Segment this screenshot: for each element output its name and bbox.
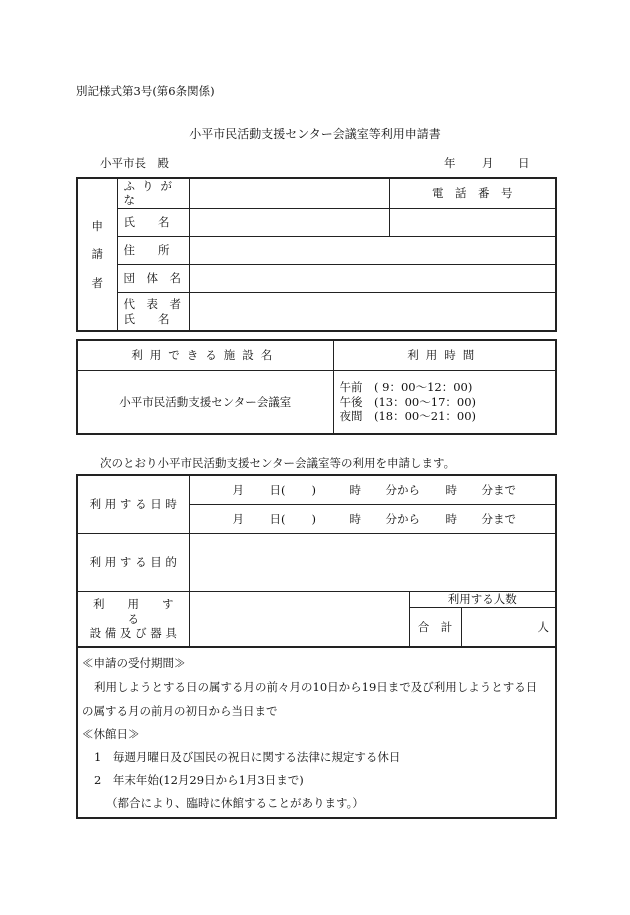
reception-line-1: 利用しようとする日の属する月の前々月の10日から19日まで及び利用しようとする日	[94, 680, 538, 694]
applicant-char-2: 請	[91, 247, 103, 262]
dt2-hour-from: 時	[349, 511, 361, 526]
phone-field[interactable]	[389, 208, 556, 236]
datetime-row-1[interactable]	[189, 475, 556, 504]
time-morning: 午前 ( 9：00～12：00)	[339, 380, 473, 395]
datetime-label: 利 用 す る 日 時	[77, 475, 189, 533]
usage-table	[76, 474, 557, 648]
name-field[interactable]	[189, 208, 389, 236]
date-month-label: 月	[482, 156, 494, 170]
date-year-label: 年	[444, 156, 456, 170]
form-title: 小平市民活動支援センター会議室等利用申請書	[189, 127, 441, 141]
applicant-char-3: 者	[91, 275, 103, 290]
closed-days-note: （都合により、臨時に休館することがあります。）	[106, 796, 364, 810]
applicant-char-1: 申	[91, 219, 103, 234]
facility-name-header: 利用できる施設名	[77, 340, 333, 370]
reception-header: ≪申請の受付期間≫	[82, 656, 186, 670]
dt1-day: 日(	[269, 483, 286, 497]
total-label: 合 計	[409, 607, 461, 647]
closed-days-item-1: 1 毎週月曜日及び国民の祝日に関する法律に規定する休日	[94, 750, 401, 764]
people-unit: 人	[537, 619, 549, 634]
group-name-label: 団 体 名	[117, 264, 189, 292]
dt2-min-to: 分まで	[481, 511, 516, 526]
addressee: 小平市長 殿	[100, 156, 169, 170]
form-number: 別記様式第3号(第6条関係)	[76, 84, 215, 98]
dt1-min-from: 分から	[385, 483, 420, 497]
time-evening: 夜間 (18：00～21：00)	[339, 408, 477, 423]
dt2-min-from: 分から	[385, 511, 420, 526]
representative-label-line-1: 代 表 者	[123, 297, 181, 312]
time-afternoon: 午後 (13：00～17：00)	[339, 394, 477, 409]
people-count-field[interactable]	[461, 607, 556, 647]
representative-name-field[interactable]	[189, 292, 556, 331]
applicant-table	[76, 177, 557, 332]
datetime-row-2[interactable]	[189, 504, 556, 533]
dt1-min-to: 分まで	[481, 483, 516, 497]
purpose-field[interactable]	[189, 533, 556, 591]
people-count-header: 利用する人数	[409, 591, 556, 607]
request-sentence: 次のとおり小平市民活動支援センター会議室等の利用を申請します。	[100, 456, 456, 470]
applicant-section-label	[77, 178, 117, 331]
representative-label-line-2: 氏 名	[123, 311, 170, 326]
group-name-field[interactable]	[189, 264, 556, 292]
equipment-field[interactable]	[189, 591, 409, 647]
dt1-month: 月	[232, 483, 244, 497]
equipment-label-line-2: 設 備 及 び 器 具	[89, 625, 177, 640]
equipment-label	[77, 591, 197, 647]
dt1-hour-to: 時	[445, 483, 457, 497]
dt2-month: 月	[232, 511, 244, 526]
usage-times	[333, 370, 556, 434]
dt2-hour-to: 時	[445, 511, 457, 526]
purpose-label: 利 用 す る 目 的	[77, 533, 189, 591]
name-label: 氏 名	[117, 208, 189, 236]
date-day-label: 日	[518, 156, 530, 170]
address-label: 住 所	[117, 236, 189, 264]
dt1-hour-from: 時	[349, 483, 361, 497]
facility-name: 小平市民活動支援センター会議室	[77, 370, 333, 434]
usage-time-header: 利用時間	[333, 340, 556, 370]
dt2-close: )	[311, 511, 316, 526]
closed-days-item-2: 2 年末年始(12月29日から1月3日まで)	[94, 773, 304, 787]
dt1-close: )	[311, 483, 316, 497]
reception-line-2: の属する月の前月の初日から当日まで	[82, 704, 278, 718]
dt2-day: 日(	[269, 511, 286, 526]
equipment-label-line-1: 利 用 す る	[93, 597, 197, 626]
furigana-field[interactable]	[189, 178, 389, 208]
representative-label	[117, 292, 189, 331]
phone-label: 電 話 番 号	[389, 178, 556, 208]
notes-box	[76, 647, 557, 819]
closed-days-header: ≪休館日≫	[82, 727, 140, 741]
address-field[interactable]	[189, 236, 556, 264]
facility-table	[76, 339, 557, 435]
furigana-label: ふりがな	[117, 178, 189, 208]
